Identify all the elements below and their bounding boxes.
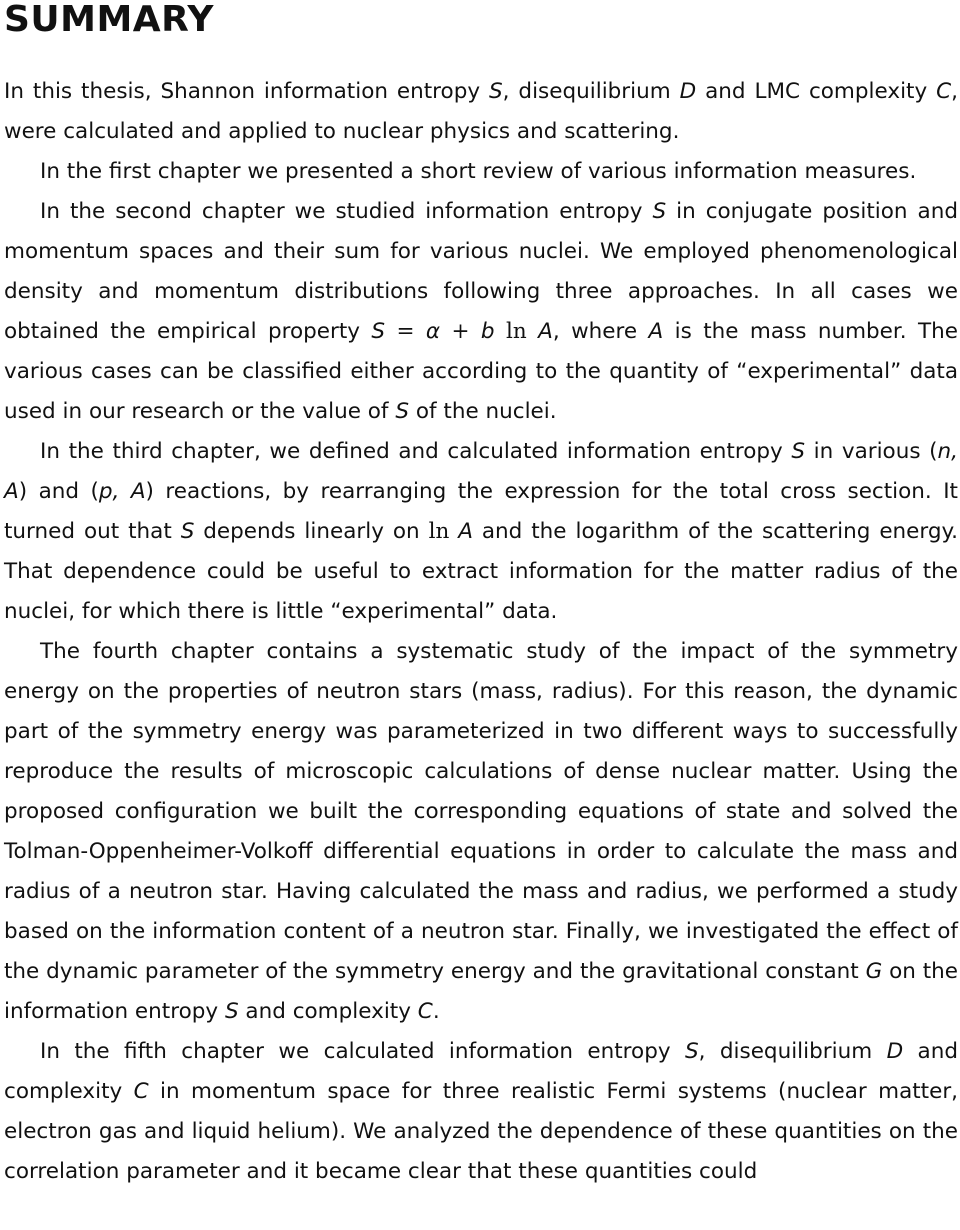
page-title: SUMMARY (4, 0, 214, 40)
math-operator: ln (494, 319, 539, 344)
text-run: of the nuclei. (409, 399, 557, 424)
text-run: and complexity (238, 999, 418, 1024)
text-run: The fourth chapter contains a systematic study of the impact of the symmetry energy on the properties of neutron stars (mass, radius). For this reason, the dynamic part of the symmetry energy was parameterized in two different ways to successfully reproduce the results of microscopic calculations of dense nuclear matter. Using the proposed configuration we built the corresponding equations of state and solved the Tolman-Oppenheimer-Volkoff differential equations in order to calculate the mass and radius of a neutron star. Having calculated the mass and radius, we performed a study based on the information content of a neutron star. Finally, we investigated the effect of the dynamic parameter of the symmetry energy and the gravitational constant (4, 639, 958, 984)
math-variable: C (417, 999, 433, 1024)
math-variable: S (489, 79, 503, 104)
math-variable: S (371, 319, 386, 344)
math-variable: A (538, 319, 553, 344)
math-variable: S (652, 199, 667, 224)
text-run: on the information entropy (4, 959, 959, 1024)
math-operator: ln (428, 519, 459, 544)
paragraph (4, 72, 958, 152)
text-run: In the third chapter, we defined and calculated information entropy (40, 439, 792, 464)
text-run: , disequilibrium (698, 1039, 887, 1064)
math-variable: A (458, 519, 473, 544)
summary-body (4, 72, 958, 1192)
math-variable: C (936, 79, 952, 104)
math-operator: = (385, 319, 426, 344)
math-variable: A (648, 319, 664, 344)
paragraph (4, 432, 958, 632)
math-variable: D (679, 79, 697, 104)
text-run: , where (552, 319, 649, 344)
math-variable: p, A (98, 479, 146, 504)
math-operator: + (440, 319, 481, 344)
text-run: and the logarithm of the scattering energy. That dependence could be useful to extract information for the matter radius of the nuclei, for which there is little “experimental” data. (4, 519, 958, 624)
math-variable: S (180, 519, 195, 544)
math-variable: G (865, 959, 883, 984)
text-run: in momentum space for three realistic Fermi systems (nuclear matter, electron gas and liquid helium). We analyzed the dependence of these quantities on the correlation parameter and it became clear that these quantities could (4, 1079, 958, 1184)
text-run: in conjugate position and momentum spaces and their sum for various nuclei. We employed phenomenological density and momentum distributions following three approaches. In all cases we obtained the empirical property (4, 199, 958, 344)
text-run: In the fifth chapter we calculated information entropy (40, 1039, 685, 1064)
math-variable: S (791, 439, 806, 464)
text-run: is the mass number. The various cases can be classified either according to the quantity of “experimental” data used in our research or the value of (4, 319, 958, 424)
math-variable: b (480, 319, 495, 344)
text-run: , were calculated and applied to nuclear physics and scattering. (4, 79, 958, 144)
text-run: In the second chapter we studied information entropy (40, 199, 653, 224)
text-run: In this thesis, Shannon information entropy (4, 79, 489, 104)
text-run: in various ( (805, 439, 938, 464)
text-run: . (432, 999, 440, 1024)
text-run: and LMC complexity (696, 79, 937, 104)
math-variable: S (684, 1039, 699, 1064)
paragraph (4, 632, 958, 1032)
text-run: depends linearly on (194, 519, 429, 544)
math-variable: n, A (4, 439, 958, 504)
text-run: ) reactions, by rearranging the expression for the total cross section. It turned out that (4, 479, 958, 544)
math-variable: α (425, 319, 441, 344)
text-run: ) and ( (18, 479, 99, 504)
text-run: , disequilibrium (502, 79, 680, 104)
math-variable: S (224, 999, 239, 1024)
paragraph (4, 1032, 958, 1192)
math-variable: S (395, 399, 409, 424)
math-variable: C (133, 1079, 149, 1104)
text-run: In the first chapter we presented a short review of various information measures. (40, 159, 917, 184)
document-page (4, 0, 959, 1184)
paragraph (4, 152, 958, 192)
math-variable: D (886, 1039, 904, 1064)
paragraph (4, 192, 958, 432)
text-run: and complexity (4, 1039, 958, 1104)
